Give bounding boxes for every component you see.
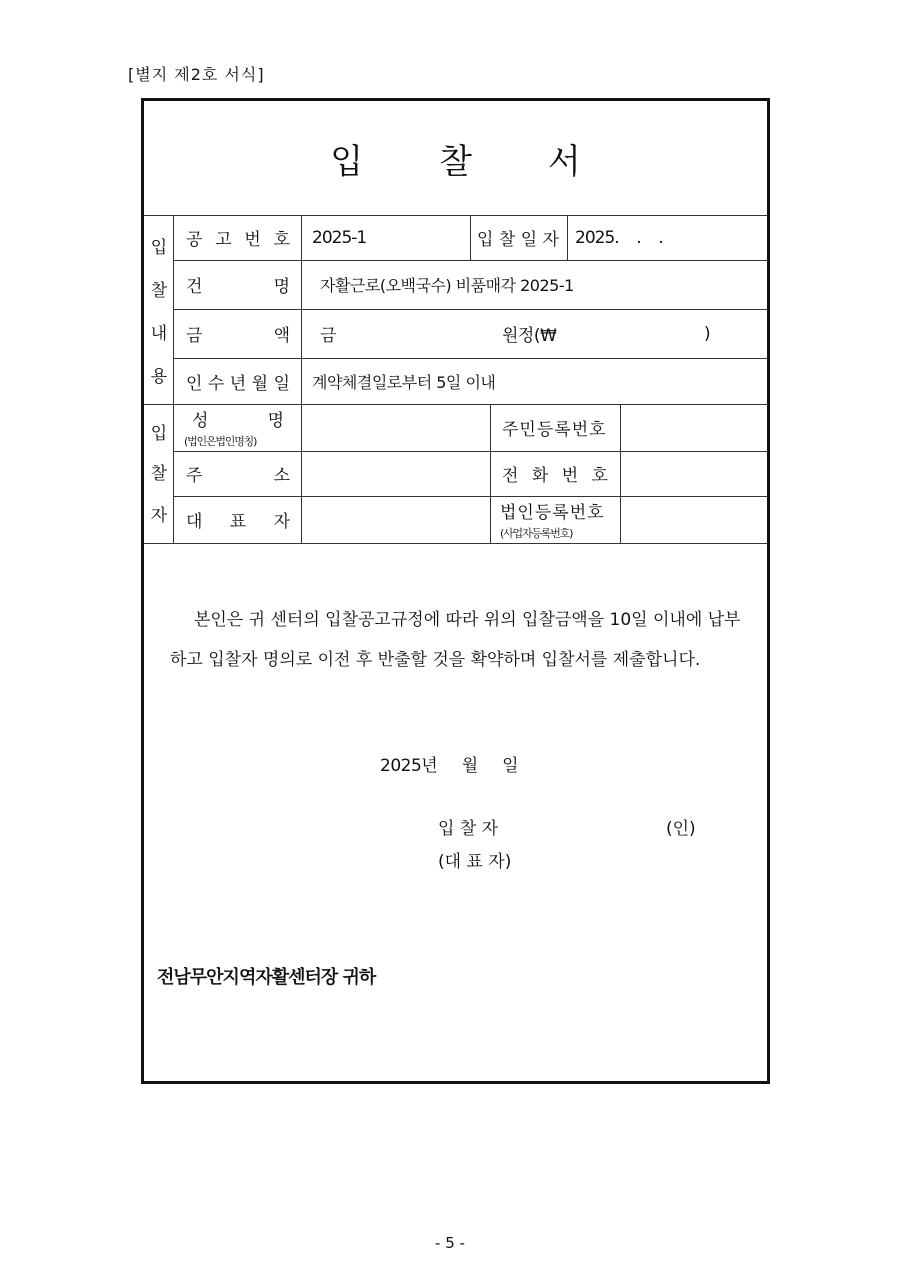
bid-date-value: 2025. . . [575, 227, 663, 248]
pledge-line-2: 하고 입찰자 명의로 이전 후 반출할 것을 확약하며 입찰서를 제출합니다. [170, 650, 701, 670]
bidder-name-label: 성 명 (법인은법인명칭) [184, 404, 292, 451]
address-label: 주 소 [186, 466, 290, 486]
delivery-date-label: 인 수 년 월 일 [186, 373, 290, 394]
bidder-name-note: (법인은법인명칭) [184, 435, 257, 448]
document-title [144, 101, 767, 215]
amount-won-label: 원정(₩ [502, 326, 557, 346]
amount-close-paren: ) [704, 323, 711, 344]
bid-form [141, 98, 770, 1084]
pledge-line-1: 본인은 귀 센터의 입찰공고규정에 따라 위의 입찰금액을 10일 이내에 납부 [194, 610, 741, 630]
page-number: - 5 - [435, 1234, 465, 1252]
notice-number-label: 공 고 번 호 [186, 230, 290, 250]
phone-label: 전 화 번 호 [502, 466, 608, 486]
corp-number-label: 법인등록번호 (사업자등록번호) [500, 503, 605, 540]
form-number-label: [별지 제2호 서식] [128, 65, 265, 84]
signer-representative-label: (대 표 자) [438, 852, 512, 872]
recipient-line: 전남무안지역자활센터장 귀하 [157, 967, 376, 988]
amount-label: 금 액 [186, 326, 290, 346]
corp-number-note: (사업자등록번호) [500, 527, 573, 540]
signer-label: 입 찰 자 [438, 819, 499, 839]
submission-date: 2025년 월 일 [380, 756, 519, 776]
title-char: 서 [547, 141, 581, 182]
seal-mark: (인) [666, 819, 696, 839]
bid-content-group-label: 입 찰 내 용 [150, 238, 168, 387]
item-name-label: 건 명 [186, 277, 290, 297]
title-char: 입 [330, 141, 364, 182]
amount-prefix: 금 [320, 326, 337, 346]
bid-date-label: 입 찰 일 자 [477, 230, 559, 250]
item-name-value: 자활근로(오백국수) 비품매각 2025-1 [320, 276, 574, 295]
delivery-date-value: 계약체결일로부터 5일 이내 [312, 372, 496, 392]
title-char: 찰 [439, 141, 472, 182]
bidder-group-label: 입 찰 자 [150, 424, 168, 526]
representative-label: 대 표 자 [186, 512, 290, 532]
resident-number-label: 주민등록번호 [502, 420, 607, 440]
notice-number-value: 2025-1 [312, 227, 367, 248]
